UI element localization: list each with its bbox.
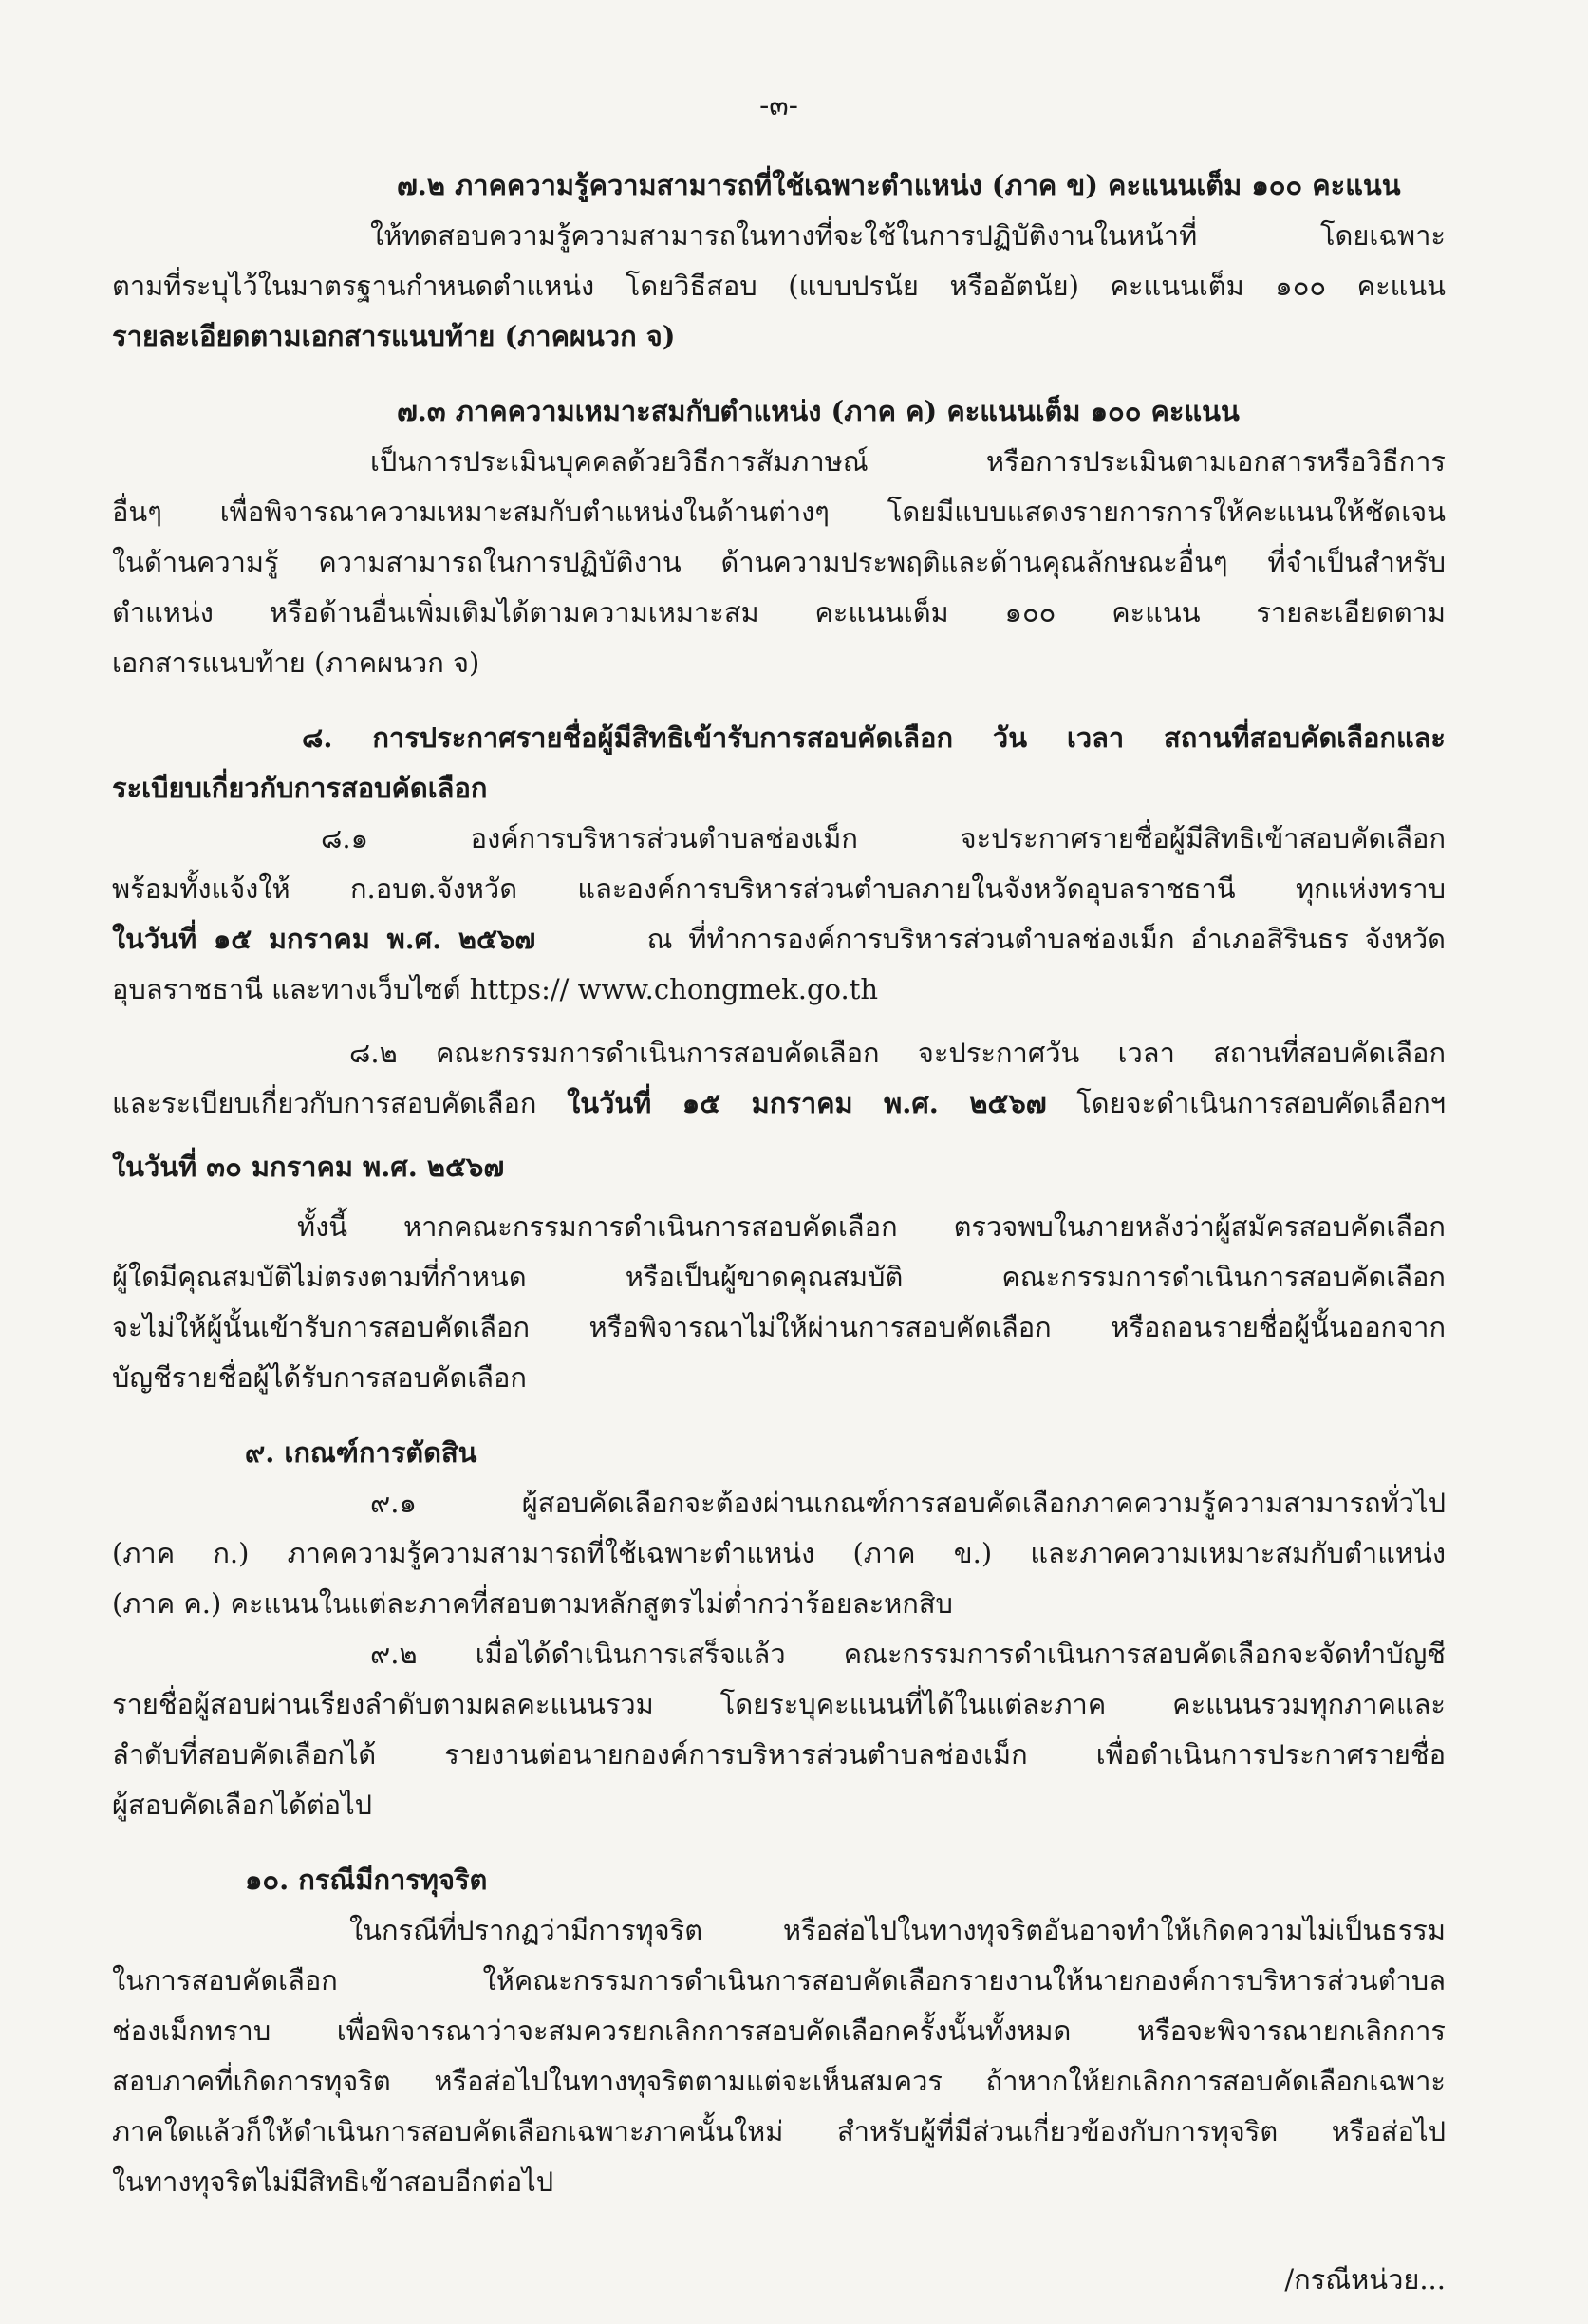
section-10-line-6: ในทางทุจริตไม่มีสิทธิเข้าสอบอีกต่อไป xyxy=(112,2165,554,2198)
section-9-1-line-3: (ภาค ค.) คะแนนในแต่ละภาคที่สอบตามหลักสูตรไม่ต่ำกว่าร้อยละหกสิบ xyxy=(112,1587,953,1620)
section-7-3-line-1: เป็นการประเมินบุคคลด้วยวิธีการสัมภาษณ์ หรือการประเมินตามเอกสารหรือวิธีการ xyxy=(370,445,1446,478)
continuation-note: /กรณีหน่วย... xyxy=(1284,2263,1446,2296)
exam-text: โดยจะดำเนินการสอบคัดเลือกฯ xyxy=(1076,1087,1446,1119)
section-8-heading-1: ๘. การประกาศรายชื่อผู้มีสิทธิเข้ารับการสอบคัดเลือก วัน เวลา สถานที่สอบคัดเลือกและ xyxy=(302,722,1446,754)
section-10-heading: ๑๐. กรณีมีการทุจริต xyxy=(245,1864,488,1896)
section-9-1-line-1: ๙.๑ ผู้สอบคัดเลือกจะต้องผ่านเกณฑ์การสอบคัดเลือกภาคความรู้ความสามารถทั่วไป xyxy=(370,1487,1446,1519)
section-10-line-5: ภาคใดแล้วก็ให้ดำเนินการสอบคัดเลือกเฉพาะภาคนั้นใหม่ สำหรับผู้ที่มีส่วนเกี่ยวข้องกับการทุจริต หรือส่อไป xyxy=(112,2115,1446,2147)
rule-text: และระเบียบเกี่ยวกับการสอบคัดเลือก xyxy=(112,1087,537,1119)
date-announce-2: ในวันที่ ๑๕ มกราคม พ.ศ. ๒๕๖๗ xyxy=(567,1087,1047,1119)
section-10-line-1: ในกรณีที่ปรากฏว่ามีการทุจริต หรือส่อไปในทางทุจริตอันอาจทำให้เกิดความไม่เป็นธรรม xyxy=(349,1914,1446,1946)
section-9-1-line-2: (ภาค ก.) ภาคความรู้ความสามารถที่ใช้เฉพาะตำแหน่ง (ภาค ข.) และภาคความเหมาะสมกับตำแหน่ง xyxy=(112,1537,1446,1569)
section-9-2-line-3: ลำดับที่สอบคัดเลือกได้ รายงานต่อนายกองค์การบริหารส่วนตำบลช่องเม็ก เพื่อดำเนินการประกาศรายชื่อ xyxy=(112,1738,1446,1771)
section-8-1-line-4: อุบลราชธานี และทางเว็บไซต์ https:// www.chongmek.go.th xyxy=(112,973,879,1005)
section-10-line-2: ในการสอบคัดเลือก ให้คณะกรรมการดำเนินการสอบคัดเลือกรายงานให้นายกองค์การบริหารส่วนตำบล xyxy=(112,1964,1446,1996)
section-7-2-line-3: รายละเอียดตามเอกสารแนบท้าย (ภาคผนวก จ) xyxy=(112,320,676,352)
date-announce-1: ในวันที่ ๑๕ มกราคม พ.ศ. ๒๕๖๗ xyxy=(112,923,536,955)
section-7-3-heading: ๗.๓ ภาคความเหมาะสมกับตำแหน่ง (ภาค ค) คะแนนเต็ม ๑๐๐ คะแนน xyxy=(397,395,1240,427)
section-10-line-3: ช่องเม็กทราบ เพื่อพิจารณาว่าจะสมควรยกเลิกการสอบคัดเลือกครั้งนั้นทั้งหมด หรือจะพิจารณายกเลิกการ xyxy=(112,2015,1446,2047)
section-7-3-line-2: อื่นๆ เพื่อพิจารณาความเหมาะสมกับตำแหน่งในด้านต่างๆ โดยมีแบบแสดงรายการการให้คะแนนให้ชัดเจน xyxy=(112,496,1446,528)
section-8-1-line-2: พร้อมทั้งแจ้งให้ ก.อบต.จังหวัด และองค์การบริหารส่วนตำบลภายในจังหวัดอุบลราชธานี ทุกแห่งทราบ xyxy=(112,872,1446,905)
section-8-note-line-1: ทั้งนี้ หากคณะกรรมการดำเนินการสอบคัดเลือก ตรวจพบในภายหลังว่าผู้สมัครสอบคัดเลือก xyxy=(297,1210,1446,1243)
section-8-2-line-1: ๘.๒ คณะกรรมการดำเนินการสอบคัดเลือก จะประกาศวัน เวลา สถานที่สอบคัดเลือก xyxy=(349,1037,1446,1069)
section-7-2-line-1: ให้ทดสอบความรู้ความสามารถในทางที่จะใช้ในการปฏิบัติงานในหน้าที่ โดยเฉพาะ xyxy=(370,219,1446,252)
section-8-1-line-1: ๘.๑ องค์การบริหารส่วนตำบลช่องเม็ก จะประกาศรายชื่อผู้มีสิทธิเข้าสอบคัดเลือก xyxy=(321,822,1446,854)
section-7-2-heading: ๗.๒ ภาคความรู้ความสามารถที่ใช้เฉพาะตำแหน่ง (ภาค ข) คะแนนเต็ม ๑๐๐ คะแนน xyxy=(397,169,1401,201)
page-number: -๓- xyxy=(759,89,798,122)
section-9-heading: ๙. เกณฑ์การตัดสิน xyxy=(245,1436,477,1469)
section-8-2-line-3: ในวันที่ ๓๐ มกราคม พ.ศ. ๒๕๖๗ xyxy=(112,1151,505,1183)
section-8-note-line-3: จะไม่ให้ผู้นั้นเข้ารับการสอบคัดเลือก หรือพิจารณาไม่ให้ผ่านการสอบคัดเลือก หรือถอนรายชื่อผู้นั้นออกจาก xyxy=(112,1311,1446,1343)
section-10-line-4: สอบภาคที่เกิดการทุจริต หรือส่อไปในทางทุจริตตามแต่จะเห็นสมควร ถ้าหากให้ยกเลิกการสอบคัดเลือกเฉพาะ xyxy=(112,2065,1446,2097)
section-7-2-line-2: ตามที่ระบุไว้ในมาตรฐานกำหนดตำแหน่ง โดยวิธีสอบ (แบบปรนัย หรืออัตนัย) คะแนนเต็ม ๑๐๐ คะแนน xyxy=(112,270,1446,302)
location-text: ณ ที่ทำการองค์การบริหารส่วนตำบลช่องเม็ก อำเภอสิรินธร จังหวัด xyxy=(646,923,1446,955)
section-8-2-line-2 xyxy=(112,1078,1446,1129)
section-8-heading-2: ระเบียบเกี่ยวกับการสอบคัดเลือก xyxy=(112,772,488,804)
section-7-3-line-5: เอกสารแนบท้าย (ภาคผนวก จ) xyxy=(112,647,480,679)
section-9-2-line-2: รายชื่อผู้สอบผ่านเรียงลำดับตามผลคะแนนรวม โดยระบุคะแนนที่ได้ในแต่ละภาค คะแนนรวมทุกภาคและ xyxy=(112,1688,1446,1720)
section-7-3-line-4: ตำแหน่ง หรือด้านอื่นเพิ่มเติมได้ตามความเหมาะสม คะแนนเต็ม ๑๐๐ คะแนน รายละเอียดตาม xyxy=(112,596,1446,628)
section-9-2-line-1: ๙.๒ เมื่อได้ดำเนินการเสร็จแล้ว คณะกรรมการดำเนินการสอบคัดเลือกจะจัดทำบัญชี xyxy=(370,1638,1446,1670)
section-7-3-line-3: ในด้านความรู้ ความสามารถในการปฏิบัติงาน ด้านความประพฤติและด้านคุณลักษณะอื่นๆ ที่จำเป็นสำหรับ xyxy=(112,546,1446,578)
section-8-1-line-3 xyxy=(112,914,1446,965)
section-9-2-line-4: ผู้สอบคัดเลือกได้ต่อไป xyxy=(112,1789,373,1821)
section-8-note-line-4: บัญชีรายชื่อผู้ได้รับการสอบคัดเลือก xyxy=(112,1361,527,1394)
section-8-note-line-2: ผู้ใดมีคุณสมบัติไม่ตรงตามที่กำหนด หรือเป็นผู้ขาดคุณสมบัติ คณะกรรมการดำเนินการสอบคัดเลือก xyxy=(112,1261,1446,1293)
